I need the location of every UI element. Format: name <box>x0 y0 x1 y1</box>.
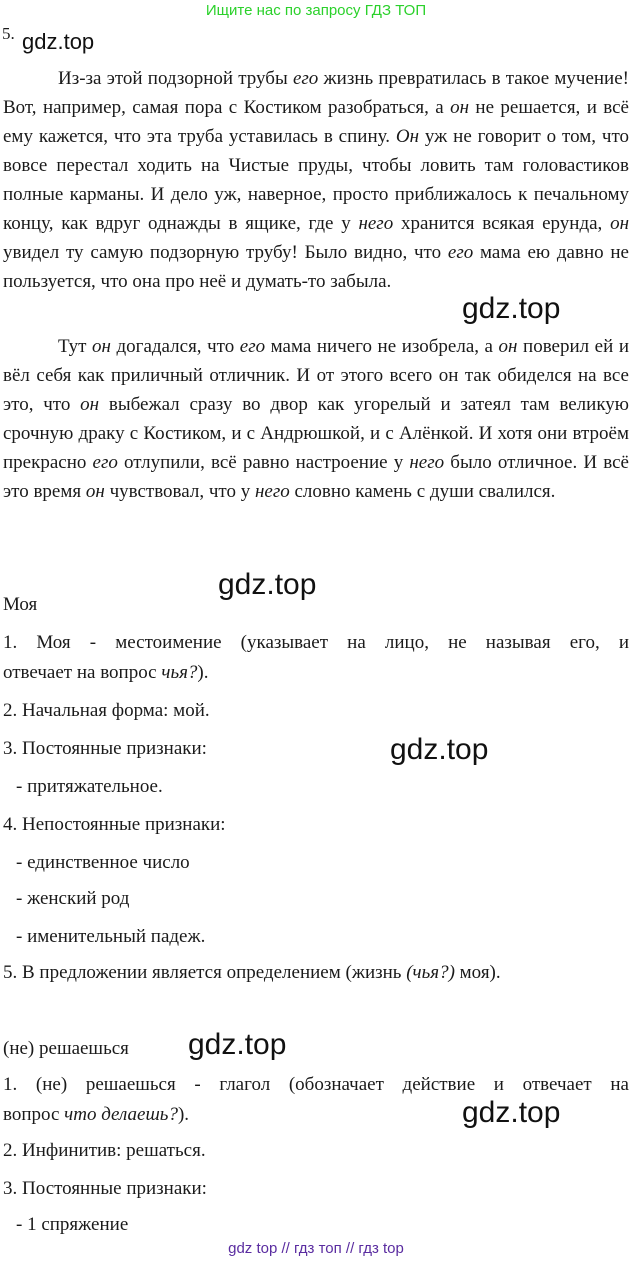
moya-line-2: 2. Начальная форма: мой. <box>3 700 210 721</box>
text-segment: словно камень с души свалился. <box>289 481 556 502</box>
pronoun-highlight: него <box>358 213 394 234</box>
text-segment: отлупили, всё равно настроение у <box>117 452 410 473</box>
task-number: 5. <box>2 24 15 43</box>
pronoun-highlight: он <box>610 213 629 234</box>
pronoun-highlight: он <box>92 336 111 357</box>
text-segment: чувствовал, что у <box>104 481 255 502</box>
pronoun-highlight: он <box>80 394 100 415</box>
text-segment: мама ничего не изобрела, а <box>265 336 499 357</box>
text-segment: Из-за этой подзорной трубы <box>58 68 293 89</box>
watermark: gdz.top <box>188 1028 287 1061</box>
top-banner: Ищите нас по запросу ГДЗ ТОП <box>205 2 427 19</box>
text-segment: поверил ей и вёл себя как приличный отличник. И от этого всего он так обиделся на все это, что <box>3 336 629 415</box>
reshaeshsya-line-2: 2. Инфинитив: решаться. <box>3 1140 206 1161</box>
moya-line-4a: - единственное число <box>16 852 190 873</box>
text-segment: уж не говорит о том, что вовсе перестал ходить на Чистые пруды, чтобы ловить там головастиков полные карманы. И дело уж, наверное, просто приближалось к печальному концу, как вдруг однажды в ящике, где у <box>3 126 630 234</box>
pronoun-highlight: него <box>409 452 445 473</box>
text-segment: догадался, что <box>110 336 240 357</box>
moya-line-3: 3. Постоянные признаки: <box>3 738 207 759</box>
pronoun-highlight: он <box>85 481 105 502</box>
pronoun-highlight: его <box>239 336 266 357</box>
moya-line-4: 4. Непостоянные признаки: <box>3 814 226 835</box>
text-segment: хранится всякая ерунда, <box>393 213 611 234</box>
section-heading-reshaeshsya: (не) решаешься <box>3 1038 129 1059</box>
reshaeshsya-line-1: 1. (не) решаешься - глагол (обозначает действие и отвечает на <box>3 1074 629 1095</box>
pronoun-highlight: он <box>450 97 470 118</box>
story-paragraph-2 <box>3 332 629 506</box>
watermark: gdz.top <box>22 29 95 54</box>
moya-line-1: 1. Моя - местоимение (указывает на лицо, не называя его, и <box>3 632 629 653</box>
moya-line-5: 5. В предложении является определением (жизнь (чья?) моя). <box>3 962 501 983</box>
pronoun-highlight: он <box>498 336 518 357</box>
moya-line-4c: - именительный падеж. <box>16 926 206 947</box>
moya-line-4b: - женский род <box>16 888 130 909</box>
section-heading-moya: Моя <box>3 594 38 615</box>
text-segment: выбежал сразу во двор как угорелый и затеял там великую срочную драку с Костиком, и с Андрюшкой, и с Алёнкой. И хотя они втроём прекрасно <box>3 394 629 473</box>
reshaeshsya-line-1b: вопрос что делаешь?). <box>3 1104 190 1125</box>
text-segment: было отличное. И всё это время <box>3 452 629 502</box>
pronoun-highlight: Он <box>395 126 420 147</box>
text-segment: мама ею давно не пользуется, что она про неё и думать-то забыла. <box>3 242 629 292</box>
text-segment: жизнь превратилась в такое мучение! Вот, например, самая пора с Костиком разобраться, а <box>3 68 629 118</box>
text-segment: увидел ту самую подзорную трубу! Было видно, что <box>3 242 448 263</box>
watermark: gdz.top <box>462 1096 561 1129</box>
reshaeshsya-line-3a: - 1 спряжение <box>16 1214 129 1235</box>
watermark: gdz.top <box>218 568 317 601</box>
watermark: gdz.top <box>390 733 489 766</box>
pronoun-highlight: его <box>92 452 118 473</box>
footer-links: gdz top // гдз топ // гдз top <box>228 1240 404 1257</box>
text-segment: Тут <box>58 336 93 357</box>
watermark: gdz.top <box>462 292 561 325</box>
pronoun-highlight: его <box>447 242 474 263</box>
pronoun-highlight: него <box>254 481 290 502</box>
reshaeshsya-line-3: 3. Постоянные признаки: <box>3 1178 207 1199</box>
story-paragraph-1 <box>3 64 629 296</box>
pronoun-highlight: его <box>292 68 319 89</box>
text-segment: не решается, и всё ему кажется, что эта труба уставилась в спину. <box>3 97 629 147</box>
moya-line-1b: отвечает на вопрос чья?). <box>3 662 209 683</box>
moya-line-3a: - притяжательное. <box>16 776 163 797</box>
